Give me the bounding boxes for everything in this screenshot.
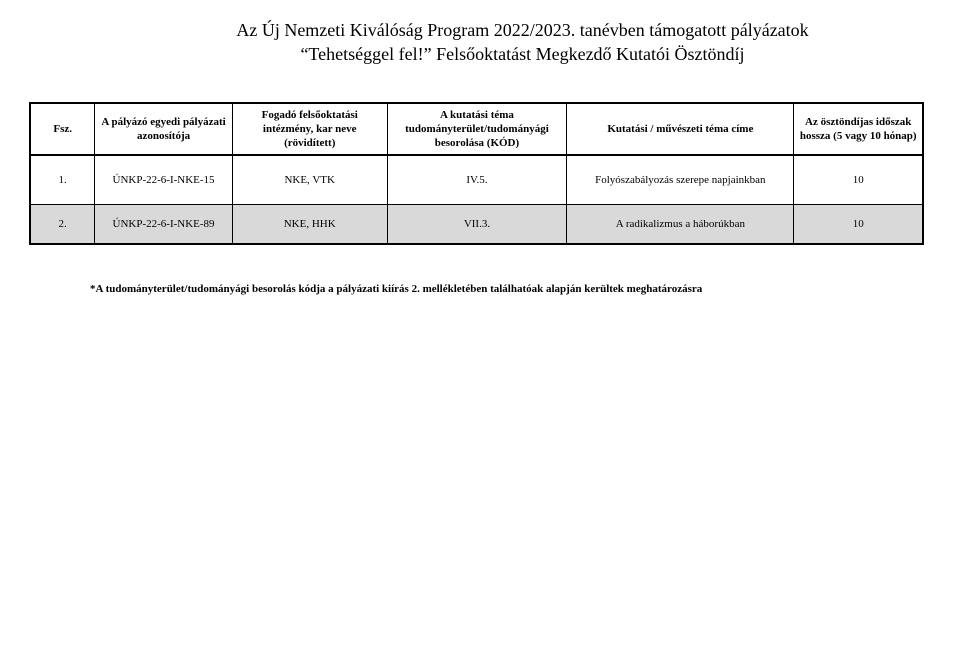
cell-serial: 1. xyxy=(30,155,95,205)
header-duration: Az ösztöndíjas időszak hossza (5 vagy 10 hónap) xyxy=(794,103,923,155)
header-serial: Fsz. xyxy=(30,103,95,155)
cell-institution: NKE, HHK xyxy=(232,205,387,245)
table-header-row xyxy=(30,103,923,155)
header-research-title: Kutatási / művészeti téma címe xyxy=(567,103,794,155)
cell-duration: 10 xyxy=(794,155,923,205)
cell-duration: 10 xyxy=(794,205,923,245)
cell-research-title: Folyószabályozás szerepe napjainkban xyxy=(567,155,794,205)
title-line-2: “Tehetséggel fel!” Felsőoktatást Megkezdő Kutatói Ösztöndíj xyxy=(300,44,745,64)
cell-institution: NKE, VTK xyxy=(232,155,387,205)
cell-field-code: IV.5. xyxy=(387,155,567,205)
cell-serial: 2. xyxy=(30,205,95,245)
table-row xyxy=(30,205,923,245)
cell-research-title: A radikalizmus a háborúkban xyxy=(567,205,794,245)
table-row xyxy=(30,155,923,205)
cell-applicant-id: ÚNKP-22-6-I-NKE-89 xyxy=(95,205,232,245)
cell-field-code: VII.3. xyxy=(387,205,567,245)
header-applicant-id: A pályázó egyedi pályázati azonosítója xyxy=(95,103,232,155)
title-line-1: Az Új Nemzeti Kiválóság Program 2022/2023. tanévben támogatott pályázatok xyxy=(236,20,809,40)
document-title xyxy=(0,18,973,66)
cell-applicant-id: ÚNKP-22-6-I-NKE-15 xyxy=(95,155,232,205)
header-institution: Fogadó felsőoktatási intézmény, kar neve (rövidített) xyxy=(232,103,387,155)
footnote: *A tudományterület/tudományági besorolás kódja a pályázati kiírás 2. mellékletében találhatóak alapján kerültek meghatározásra xyxy=(90,283,703,295)
grants-table xyxy=(29,102,924,245)
header-field-code: A kutatási téma tudományterület/tudományági besorolása (KÓD) xyxy=(387,103,567,155)
